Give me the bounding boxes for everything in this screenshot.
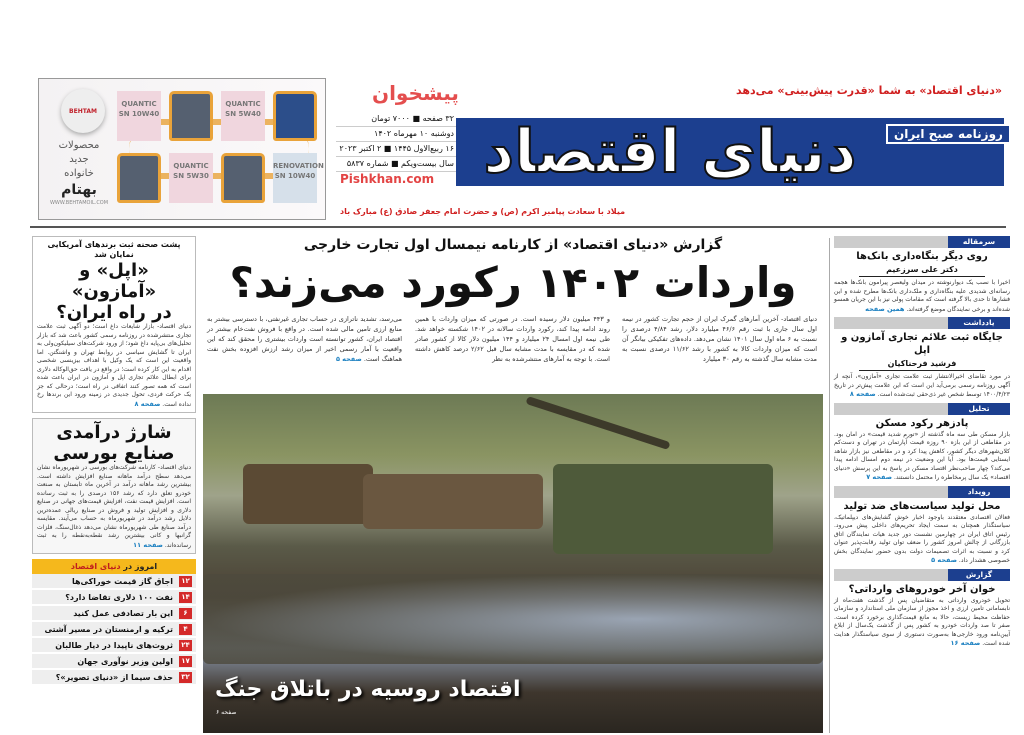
today-index-header: امروز در دنیای اقتصاد bbox=[32, 559, 196, 574]
section-label: گزارش bbox=[834, 569, 1010, 581]
muddy-water bbox=[203, 574, 823, 664]
watermark: پیشخوان bbox=[372, 81, 459, 105]
today-index-item[interactable] bbox=[32, 638, 196, 654]
page-number: ۱۷ bbox=[179, 656, 192, 667]
story-title: شارژ درآمدی bbox=[56, 422, 172, 443]
page-number: ۳۲ bbox=[179, 672, 192, 683]
ad-product-label: RENOVATION SN 10W40 bbox=[273, 153, 317, 203]
occasion-note: میلاد با سعادت پیامبر اکرم (ص) و حضرت امام جعفر صادق (ع) مبارک باد bbox=[340, 207, 626, 216]
tank-wreck bbox=[243, 464, 373, 524]
story-title: جایگاه ثبت علائم تجاری آمازون و اپل bbox=[841, 332, 1003, 356]
page-link[interactable]: صفحه ۸ bbox=[849, 390, 876, 398]
newspaper-logo: دنیای اقتصاد bbox=[483, 117, 857, 187]
oil-can-image bbox=[169, 91, 213, 141]
issue-info: ۳۲ صفحه ■ ۷۰۰۰ تومان دوشنبه ۱۰ مهرماه ۱۴۰۲ ۱۶ ربیع‌الاول ۱۴۴۵ ■ ۲ اکتبر ۲۰۲۳ سال بیست‌ویکم ■ شماره ۵۸۳۷ bbox=[336, 112, 456, 172]
main-story-column: می‌رسد، تشدید ناترازی در حساب تجاری غیرنفتی، با دسترسی بیشتر به منابع ارزی تامین مالی شده است. در واقع با فروش نفت‌خام بیشتر در اقتصاد ایران، کشور توانسته است واردات بیشتری را محقق کند که این واقعیت با آمار رسمی اخیر از میزان رشد ارزش افزوده بخش نفت هماهنگ است. صفحه ۵ bbox=[207, 315, 402, 363]
ad-logo: BEHTAM bbox=[61, 89, 105, 133]
main-story-column: و ۴۴۳ میلیون دلار رسیده است. در صورتی که میزان واردات با همین روند ادامه پیدا کند، رکورد واردات سالانه در ۱۴۰۲ شکسته خواهد شد. طی نیمه اول امسال ۲۴ میلیارد و ۱۴۴ میلیون دلار کالا از کشور صادر شده که در مقایسه با مدت مشابه سال قبل ۲/۶۲ درصد کاهش داشته است. با توجه به آمارهای منتشرشده به نظر bbox=[415, 315, 611, 363]
main-kicker: گزارش «دنیای اقتصاد» از کارنامه نیمسال اول تجارت خارجی bbox=[303, 237, 723, 253]
sidebar-story[interactable] bbox=[834, 486, 1010, 566]
page-number: ۶ bbox=[179, 608, 192, 619]
header-divider bbox=[30, 226, 1006, 228]
page-link[interactable]: صفحه ۵ bbox=[931, 556, 957, 564]
story-title: محل تولید سیاست‌های ضد تولید bbox=[843, 500, 1001, 512]
today-index-item[interactable] bbox=[32, 654, 196, 670]
page-number: ۲۴ bbox=[179, 640, 192, 651]
story-stock-revenue[interactable] bbox=[32, 418, 196, 554]
page-link[interactable]: صفحه ۵ bbox=[335, 355, 362, 363]
today-index-item[interactable] bbox=[32, 622, 196, 638]
sidebar-story[interactable] bbox=[834, 236, 1010, 314]
today-item-label: ترکیه و ارمنستان در مسیر آشتی bbox=[44, 624, 173, 634]
story-body: اخیرا با نصب یک دیوارنوشته در میدان ولیعصر پیرامون بانک‌ها هجمه رسانه‌ای شدیدی علیه بنگاه‌داری و ملک‌داری بانک‌ها مطرح شده و این فشارها تا حدی بالا گرفته است که مقامات پولی نیز با این جریان همسو شده‌اند و برخی نمایندگان موضع گرفته‌اند. bbox=[834, 279, 1010, 313]
column-divider bbox=[829, 238, 830, 733]
story-title: خوان آخر خودروهای وارداتی؟ bbox=[848, 583, 996, 595]
story-body: در مورد تقاضای اخیرالانتشار ثبت علامت تجاری «آمازون»، آنچه از آگهی روزنامه رسمی برمی‌آید این است که این علامت پیش‌تر در تاریخ ۱۴۰۰/۴/۲۳ توسط شخص غیر ذی‌حقی ثبت‌شده است. bbox=[834, 373, 1010, 398]
story-body-wrap bbox=[37, 323, 191, 409]
ad-product-label: QUANTIC SN 5W40 bbox=[221, 91, 265, 141]
ad-product-label: QUANTIC SN 10W40 bbox=[117, 91, 161, 141]
sidebar-story[interactable] bbox=[834, 569, 1010, 649]
story-body-wrap bbox=[834, 373, 1010, 400]
tank-wreck bbox=[363, 474, 543, 529]
right-column bbox=[834, 236, 1010, 649]
photo-caption: اقتصاد روسیه در باتلاق جنگ bbox=[215, 677, 521, 702]
story-body-wrap bbox=[834, 279, 1010, 314]
story-body: بازار مسکن طی سه ماه گذشته از «تورم شدید قیمت» در امان بود. در مقاطعی از این بازه ۹۰ روزه قیمت آپارتمان در تهران و دست‌کم کلان‌شهرهای دیگر کشور، کاهش پیدا کرد و در مقاطعی نیز بازار شاهد ایستایی قیمت‌ها بود. آیا این وضعیت در نیمه دوم امسال ادامه پیدا می‌کند؟ چهار صاحب‌نظر اقتصاد مسکن در پاسخ به این پرسش «دنیای اقتصاد» یک سال پرمخاطره را محتمل دانستند. bbox=[834, 430, 1010, 481]
today-item-label: اجاق گاز قیمت خوراکی‌ها bbox=[71, 576, 173, 586]
tank-wreck bbox=[553, 464, 773, 554]
today-index-item[interactable] bbox=[32, 574, 196, 590]
page-link[interactable]: صفحه ۱۱ bbox=[133, 540, 163, 549]
story-title: «اپل» و «آمازون» bbox=[71, 260, 157, 302]
story-body-wrap bbox=[834, 431, 1010, 483]
today-item-label: ثروت‌های ناپیدا در دیار طالبان bbox=[55, 640, 173, 650]
story-title: در راه ایران؟ bbox=[56, 302, 172, 323]
section-label: سرمقاله bbox=[834, 236, 1010, 248]
story-body: تحویل خودروی وارداتی به متقاضیان پس از گذشت هفت‌ماه از نابسامانی تامین ارزی و اخذ مجوز از سازمان ملی استاندارد و سازمان حفاظت محیط زیست، حالا به مانع قیمت‌گذاری برخورد کرده است. صفر تا صد واردات خودرو به کشور پس از گذشت یک‌سال از ابلاغ آیین‌نامه ورود خارجی‌ها به‌صورت دستوری از سوی سیاستگذار هدایت شده است. bbox=[834, 596, 1010, 647]
story-author: فرشید فرحناکیان bbox=[859, 358, 985, 371]
story-title: پادزهر رکود مسکن bbox=[875, 417, 969, 429]
page-link[interactable]: همین صفحه bbox=[865, 304, 905, 313]
today-item-label: نفت ۱۰۰ دلاری تقاضا دارد؟ bbox=[65, 592, 173, 602]
page-number: ۴ bbox=[179, 624, 192, 635]
story-body: دنیای اقتصاد- کارنامه شرکت‌های بورسی در شهریورماه نشان می‌دهد سطح درآمد ماهانه صنایع افزایش داشته است. بیشترین رشد ماهانه درآمد در آخرین ماه تابستان به صنعت خودرو تعلق دارد که رشد ۱۵۶ درصدی را به ثبت رسانده است. افزایش قیمت نفت، افزایش قیمت‌های جهانی در صنایع دلاری و افزایش تولید و فروش در صنایع ریالی عمده‌ترین دلایل رشد درآمد در شهریورماه به حساب می‌آیند. مقایسه درآمد صنایع طی شهریورماه نشان می‌دهد ذغال‌سنگ، فلزات گرانبها و کانی بیشترین رشد نقطه‌به‌نقطه را به ثبت رسانده‌اند. bbox=[37, 464, 191, 549]
page-link[interactable]: صفحه ۱۶ bbox=[950, 639, 981, 647]
section-label: یادداشت bbox=[834, 317, 1010, 329]
main-story-column: دنیای اقتصاد- آخرین آمارهای گمرک ایران از حجم تجارت کشور در نیمه اول سال جاری با ثبت رقم ۴۶/۶ میلیارد دلار، رشد ۴/۸۴ درصدی را نسبت به ۶ ماه اول سال ۱۴۰۱ نشان می‌دهد. داده‌های تفکیکی بیانگر آن است که میزان واردات کالا به کشور با رشد ۱۱/۶۲ درصدی نسبت به مدت مشابه سال گذشته به رقم ۳۰ میلیارد bbox=[622, 315, 818, 363]
story-author: دکتر علی سرزعیم bbox=[859, 264, 985, 277]
photo-page-ref[interactable]: صفحه ۶ bbox=[216, 709, 237, 716]
today-index-item[interactable] bbox=[32, 670, 196, 686]
section-label: تحلیل bbox=[834, 403, 1010, 415]
page-number: ۱۴ bbox=[179, 592, 192, 603]
oil-can-image bbox=[273, 91, 317, 141]
page-link[interactable]: صفحه ۸ bbox=[134, 399, 161, 408]
story-body-wrap bbox=[834, 514, 1010, 566]
tagline: روزنامه صبح ایران bbox=[886, 124, 1011, 144]
story-body: دنیای اقتصاد- بازار شایعات داغ است؛ دو آگهی ثبت علامت تجاری منتشرشده در روزنامه رسمی کشور باعث شد که بازار تحلیل‌های بی‌پایه داغ شود؛ از ورود شرکت‌های سیلیکون‌ولی به ایران تا گشایش سیاسی در روابط تهران و واشنگتن. اما واقعیت این است که یک وکیل با اهداف بیزینسی شخصی اقدام به این کار کرده است؛ در واقع در یافت حق‌الوکاله دلاری برای ابطال علائم تجاری اپل و آمازون در ایران باعث شده است که همه تصور کنند اتفاقی در راه است؛ درحالی که جز یک حرکت فردی، تحول جدیدی در زمینه ورود این برندها رخ نداده است. bbox=[37, 323, 191, 408]
story-apple-amazon[interactable] bbox=[32, 236, 196, 413]
slogan: «دنیای اقتصاد» به شما «قدرت پیش‌بینی» می‌دهد bbox=[736, 84, 1002, 97]
today-index bbox=[32, 559, 196, 686]
today-index-item[interactable] bbox=[32, 590, 196, 606]
story-title: صنایع بورسی bbox=[53, 443, 175, 464]
ad-product-label: QUANTIC SN 5W30 bbox=[169, 153, 213, 203]
tank-barrel bbox=[525, 396, 670, 450]
page-link[interactable]: صفحه ۷ bbox=[866, 473, 893, 481]
ad-text: محصولات جدید خانواده بهتام WWW.BEHTAMOIL.COM bbox=[49, 140, 109, 206]
main-headline[interactable]: واردات ۱۴۰۲ رکورد می‌زند؟ bbox=[229, 258, 797, 307]
story-body: فعالان اقتصادی معتقدند باوجود اخبار خوش گشایش‌های دیپلماتیک، سیاستگذار همچنان به سمت ایجاد تحریم‌های داخلی پیش می‌رود. رئیس اتاق ایران در چهارمین نشست دور جدید هیات نمایندگان اتاق بازرگانی از چالش امروز کشور را ضعف توان تولید رقابت‌پذیر عنوان کرد و نسبت به اثرات تصمیمات دولت بدون حضور نمایندگان بخش خصوصی هشدار داد. bbox=[834, 513, 1010, 564]
today-item-label: حذف سیما از «دنیای تصویر»؟ bbox=[55, 672, 173, 682]
story-title: روی دیگر بنگاه‌داری بانک‌ها bbox=[856, 251, 988, 262]
story-body-wrap bbox=[37, 464, 191, 550]
today-item-label: این بار تصادفی عمل کنید bbox=[73, 608, 173, 618]
sidebar-story[interactable] bbox=[834, 403, 1010, 483]
page-number: ۱۲ bbox=[179, 576, 192, 587]
section-label: رویداد bbox=[834, 486, 1010, 498]
oil-can-image bbox=[117, 153, 161, 203]
story-body-wrap bbox=[834, 597, 1010, 649]
story-kicker: پشت صحنه ثبت برندهای آمریکایی نمایان شد bbox=[47, 240, 181, 259]
oil-can-image bbox=[221, 153, 265, 203]
watermark-url: Pishkhan.com bbox=[340, 172, 435, 186]
today-item-label: اولین وزیر نوآوری جهان bbox=[77, 656, 173, 666]
advertisement-banner[interactable] bbox=[38, 78, 326, 220]
sidebar-story[interactable] bbox=[834, 317, 1010, 400]
left-column bbox=[32, 236, 196, 686]
today-index-item[interactable] bbox=[32, 606, 196, 622]
